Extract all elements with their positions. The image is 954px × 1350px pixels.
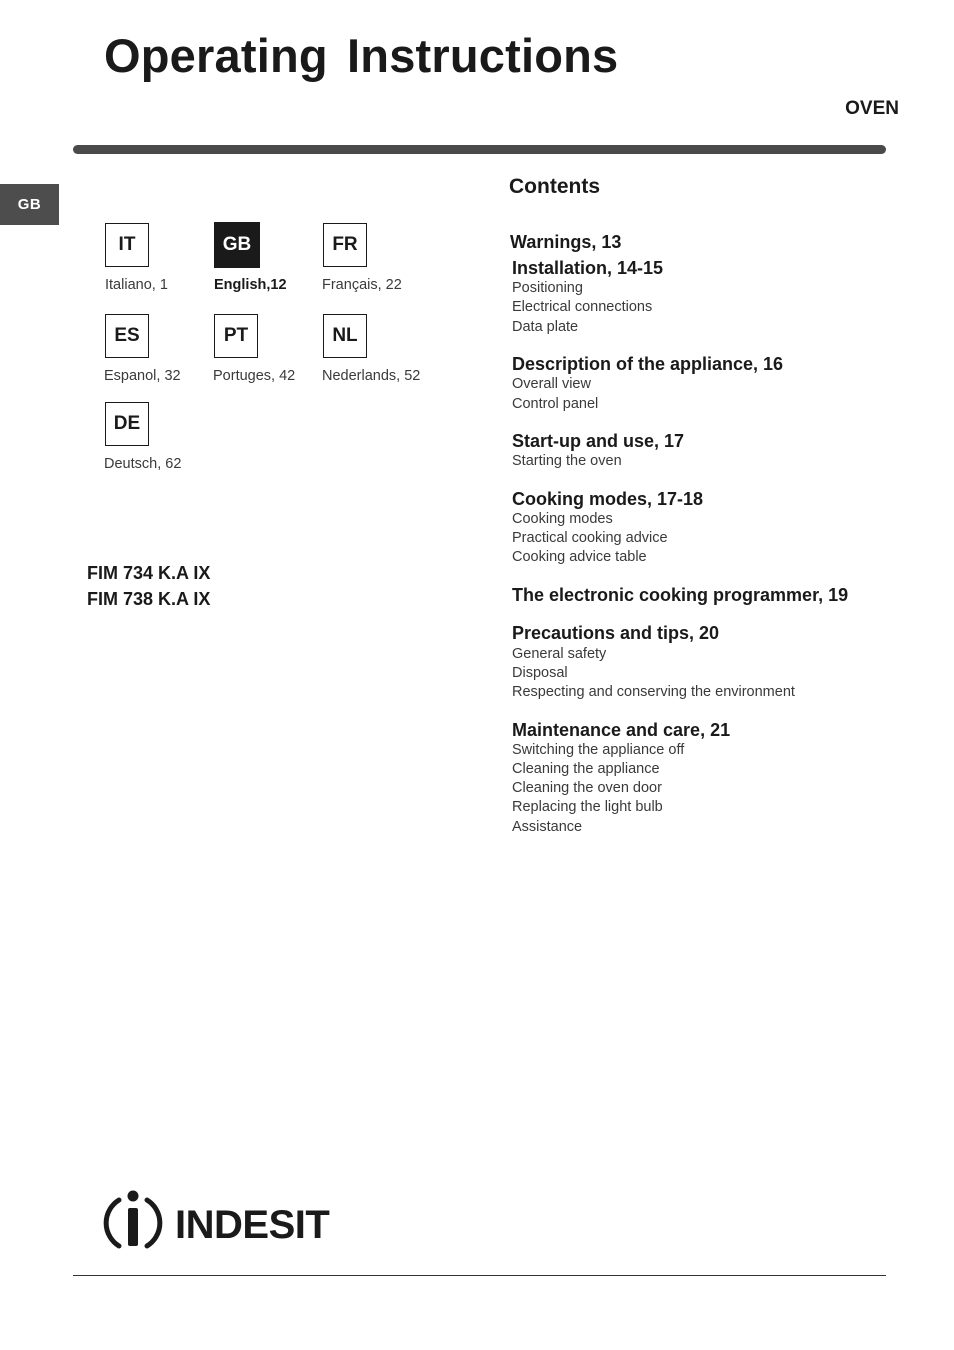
toc-item[interactable]: Practical cooking advice bbox=[512, 530, 668, 546]
toc-item[interactable]: Overall view bbox=[512, 376, 591, 392]
lang-box-it[interactable]: IT bbox=[105, 223, 149, 267]
toc-item[interactable]: Cooking modes bbox=[512, 511, 613, 527]
toc-section-startup[interactable]: Start-up and use, 17 bbox=[512, 431, 685, 451]
toc-item[interactable]: Cleaning the appliance bbox=[512, 761, 660, 777]
toc-section-cooking-modes[interactable]: Cooking modes, 17-18 bbox=[512, 489, 704, 509]
lang-box-nl[interactable]: NL bbox=[323, 314, 367, 358]
header-divider bbox=[73, 145, 886, 154]
toc-item[interactable]: Assistance bbox=[512, 819, 583, 835]
lang-box-de[interactable]: DE bbox=[105, 402, 149, 446]
indesit-logo-icon bbox=[106, 1191, 160, 1247]
toc-item[interactable]: Disposal bbox=[512, 665, 568, 681]
model-number: FIM 734 K.A IX bbox=[87, 563, 211, 583]
lang-label-pt: Portuges, 42 bbox=[213, 368, 296, 384]
product-type: OVEN bbox=[845, 98, 899, 119]
lang-box-pt[interactable]: PT bbox=[214, 314, 258, 358]
toc-item[interactable]: Cooking advice table bbox=[512, 549, 647, 565]
lang-box-fr[interactable]: FR bbox=[323, 223, 367, 267]
toc-item[interactable]: General safety bbox=[512, 646, 607, 662]
toc-section-programmer[interactable]: The electronic cooking programmer, 19 bbox=[512, 585, 849, 605]
toc-item[interactable]: Positioning bbox=[512, 280, 583, 296]
lang-box-gb[interactable]: GB bbox=[214, 222, 260, 268]
toc-section-installation[interactable]: Installation, 14-15 bbox=[512, 258, 664, 278]
indesit-logo-text: INDESIT bbox=[175, 1203, 330, 1247]
lang-label-gb: English,12 bbox=[214, 277, 287, 293]
model-number: FIM 738 K.A IX bbox=[87, 589, 211, 609]
lang-label-nl: Nederlands, 52 bbox=[322, 368, 421, 384]
toc-item[interactable]: Data plate bbox=[512, 319, 579, 335]
lang-label-it: Italiano, 1 bbox=[105, 277, 168, 293]
footer-divider bbox=[73, 1275, 886, 1276]
toc-item[interactable]: Starting the oven bbox=[512, 453, 622, 469]
toc-section-maintenance[interactable]: Maintenance and care, 21 bbox=[512, 720, 731, 740]
contents-heading: Contents bbox=[509, 175, 600, 198]
lang-box-es[interactable]: ES bbox=[105, 314, 149, 358]
page-title: Operating Instructions bbox=[104, 29, 619, 82]
language-side-tab: GB bbox=[0, 184, 59, 225]
toc-item[interactable]: Electrical connections bbox=[512, 299, 653, 315]
toc-item[interactable]: Switching the appliance off bbox=[512, 742, 685, 758]
lang-label-fr: Français, 22 bbox=[322, 277, 402, 293]
toc-section-precautions[interactable]: Precautions and tips, 20 bbox=[512, 623, 720, 643]
lang-label-de: Deutsch, 62 bbox=[104, 456, 182, 472]
toc-item[interactable]: Respecting and conserving the environment bbox=[512, 684, 795, 700]
lang-label-es: Espanol, 32 bbox=[104, 368, 181, 384]
indesit-logo bbox=[103, 1188, 338, 1254]
toc-item[interactable]: Replacing the light bulb bbox=[512, 799, 663, 815]
toc-item[interactable]: Control panel bbox=[512, 396, 599, 412]
toc-section-warnings[interactable]: Warnings, 13 bbox=[510, 232, 622, 252]
toc-item[interactable]: Cleaning the oven door bbox=[512, 780, 662, 796]
toc-section-description[interactable]: Description of the appliance, 16 bbox=[512, 354, 784, 374]
